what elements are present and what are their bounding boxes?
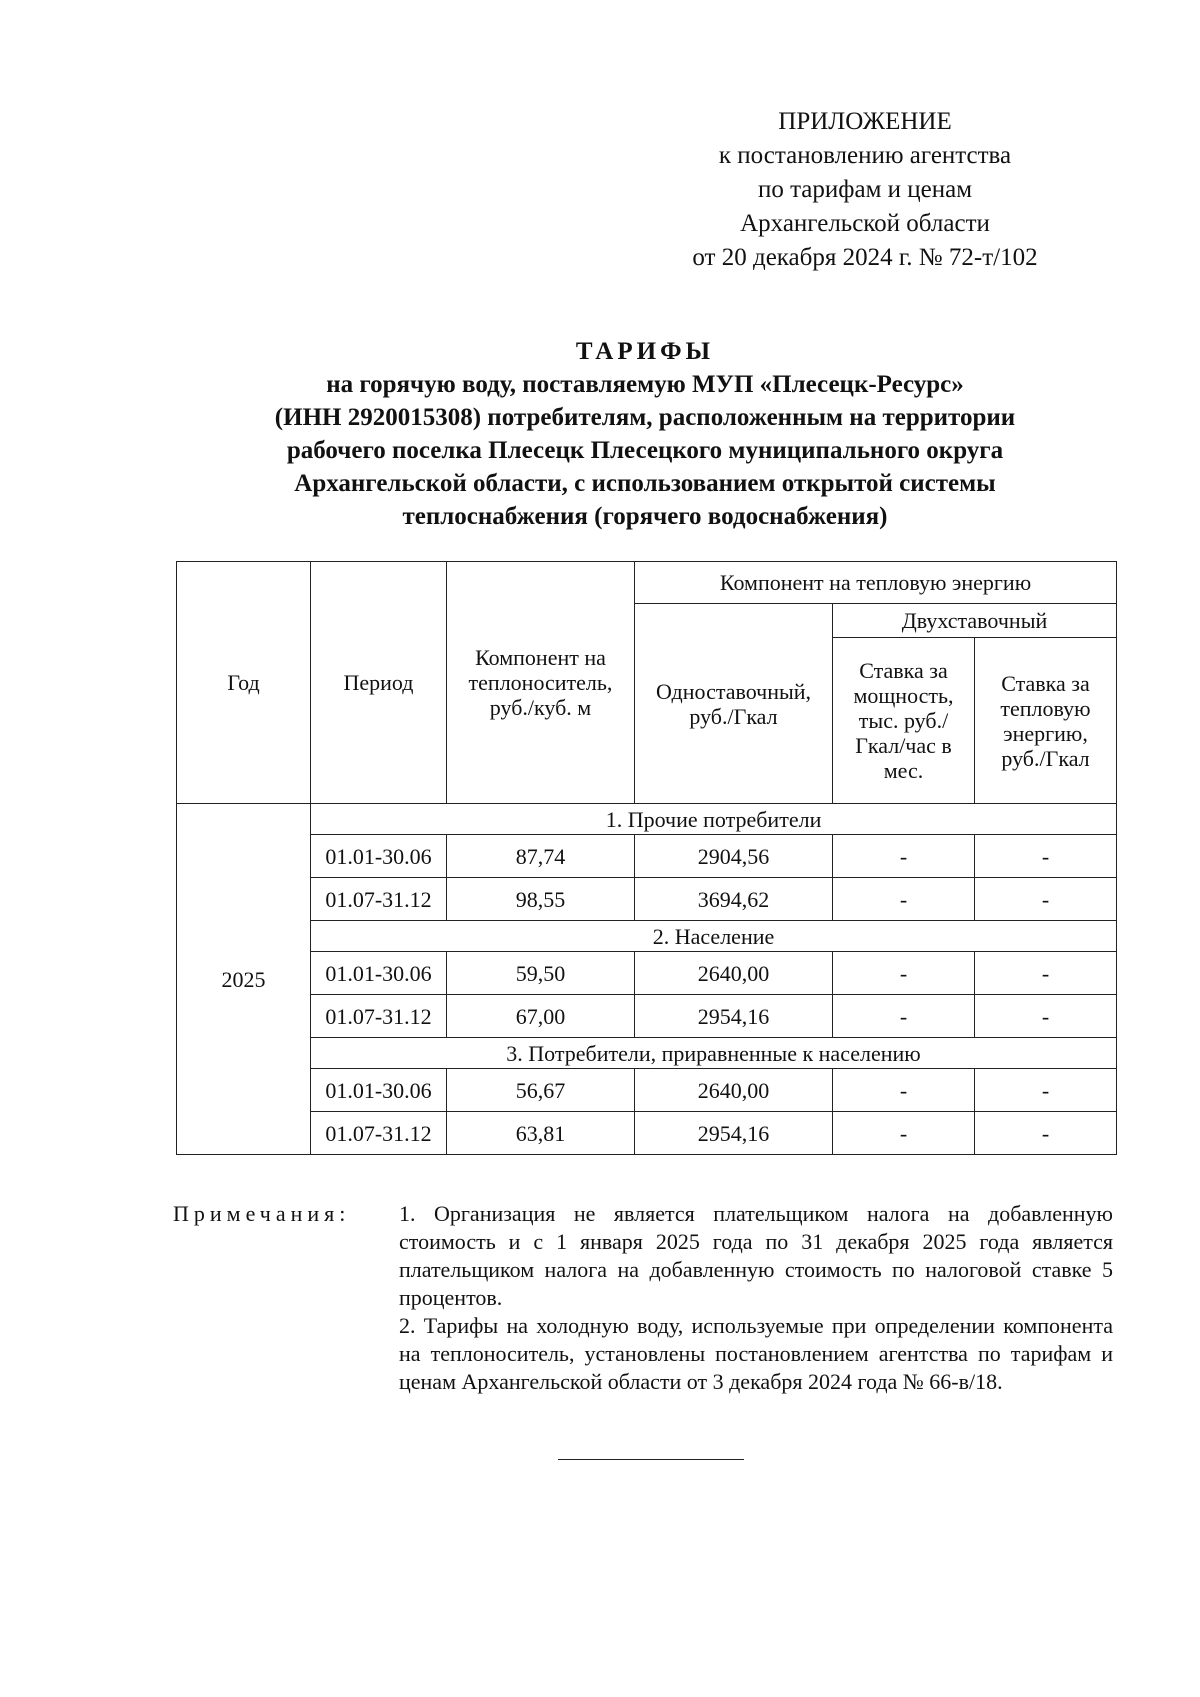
carrier-cell: 87,74 [447, 835, 635, 878]
header-two-rate: Двухставочный [833, 604, 1117, 638]
end-divider [558, 1459, 744, 1460]
appendix-line: по тарифам и ценам [757, 176, 973, 203]
year-cell: 2025 [177, 804, 311, 1155]
title-line: теплоснабжения (горячего водоснабжения) [402, 503, 888, 530]
carrier-cell: 98,55 [447, 878, 635, 921]
note-item: 1. Организация не является плательщиком налога на добавленную стоимость и с 1 января 2025 года по 31 декабря 2025 года является плательщиком налога на добавленную стоимость по налоговой ставке 5 процентов. [399, 1201, 1113, 1310]
single-rate-cell: 2904,56 [635, 835, 833, 878]
energy-rate-cell: - [975, 952, 1117, 995]
tariffs-table [176, 561, 1117, 1155]
appendix-line: ПРИЛОЖЕНИЕ [778, 108, 952, 135]
energy-rate-cell: - [975, 995, 1117, 1038]
capacity-rate-cell: - [833, 1112, 975, 1155]
single-rate-cell: 2640,00 [635, 952, 833, 995]
header-capacity-rate: Ставка за мощность, тыс. руб./ Гкал/час в мес. [833, 638, 975, 804]
title-main: ТАРИФЫ [575, 338, 715, 365]
appendix-header [630, 105, 1100, 275]
appendix-line: от 20 декабря 2024 г. № 72-т/102 [692, 244, 1038, 271]
group-title: 2. Население [311, 921, 1117, 952]
document-title [130, 335, 1160, 533]
capacity-rate-cell: - [833, 1069, 975, 1112]
capacity-rate-cell: - [833, 878, 975, 921]
energy-rate-cell: - [975, 1112, 1117, 1155]
table-row [177, 1069, 1117, 1112]
table-row [177, 995, 1117, 1038]
header-period: Период [311, 562, 447, 804]
table-row [177, 1112, 1117, 1155]
header-thermal-group: Компонент на тепловую энергию [635, 562, 1117, 604]
group-row [177, 1038, 1117, 1069]
note-item: 2. Тарифы на холодную воду, используемые при определении компонента на теплоноситель, установлены постановлением агентства по тарифам и ценам Архангельской области от 3 декабря 2024 года № 66-в/18. [399, 1313, 1113, 1394]
header-single-rate: Одноставочный, руб./Гкал [635, 604, 833, 804]
table-row [177, 878, 1117, 921]
energy-rate-cell: - [975, 878, 1117, 921]
notes-list [399, 1200, 1113, 1396]
energy-rate-cell: - [975, 1069, 1117, 1112]
period-cell: 01.01-30.06 [311, 952, 447, 995]
carrier-cell: 56,67 [447, 1069, 635, 1112]
group-title: 1. Прочие потребители [311, 804, 1117, 835]
title-line: на горячую воду, поставляемую МУП «Плесецк-Ресурс» [326, 371, 964, 398]
period-cell: 01.07-31.12 [311, 878, 447, 921]
carrier-cell: 67,00 [447, 995, 635, 1038]
single-rate-cell: 2640,00 [635, 1069, 833, 1112]
single-rate-cell: 3694,62 [635, 878, 833, 921]
period-cell: 01.07-31.12 [311, 995, 447, 1038]
group-row [177, 921, 1117, 952]
group-row [177, 804, 1117, 835]
appendix-line: к постановлению агентства [718, 142, 1012, 169]
header-carrier: Компонент на теплоноситель, руб./куб. м [447, 562, 635, 804]
table-row [177, 835, 1117, 878]
capacity-rate-cell: - [833, 835, 975, 878]
period-cell: 01.07-31.12 [311, 1112, 447, 1155]
header-energy-rate: Ставка за тепловую энергию, руб./Гкал [975, 638, 1117, 804]
title-line: Архангельской области, с использованием открытой системы [294, 470, 996, 497]
period-cell: 01.01-30.06 [311, 835, 447, 878]
group-title: 3. Потребители, приравненные к населению [311, 1038, 1117, 1069]
header-year: Год [177, 562, 311, 804]
title-line: (ИНН 2920015308) потребителям, расположенным на территории [274, 404, 1016, 431]
energy-rate-cell: - [975, 835, 1117, 878]
period-cell: 01.01-30.06 [311, 1069, 447, 1112]
notes-label: Примечания: [173, 1201, 351, 1226]
single-rate-cell: 2954,16 [635, 995, 833, 1038]
capacity-rate-cell: - [833, 952, 975, 995]
single-rate-cell: 2954,16 [635, 1112, 833, 1155]
title-line: рабочего поселка Плесецк Плесецкого муниципального округа [286, 437, 1004, 464]
carrier-cell: 59,50 [447, 952, 635, 995]
capacity-rate-cell: - [833, 995, 975, 1038]
table-row [177, 952, 1117, 995]
appendix-line: Архангельской области [740, 210, 990, 237]
carrier-cell: 63,81 [447, 1112, 635, 1155]
